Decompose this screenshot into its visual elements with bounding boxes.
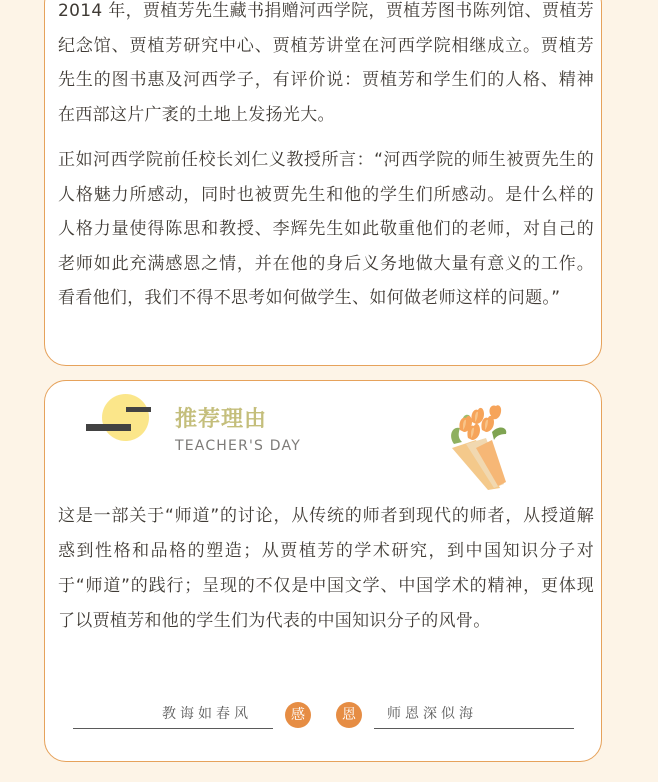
logo-bar-long bbox=[86, 424, 131, 431]
footer-divider-left bbox=[73, 728, 273, 729]
article-paragraph-2: 正如河西学院前任校长刘仁义教授所言：“河西学院的师生被贾先生的人格魅力所感动，同时也被贾先生和他的学生们所感动。是什么样的人格力量使得陈思和教授、李辉先生如此敬重他们的老师，对自己的老师如此充满感恩之情，并在他的身后义务地做大量有意义的工作。看看他们，我们不得不思考如何做学生、如何做老师这样的问题。” bbox=[58, 150, 594, 309]
footer-badge-en: 恩 bbox=[336, 702, 362, 728]
footer-badge-gan: 感 bbox=[285, 702, 311, 728]
footer-divider-right bbox=[374, 728, 574, 729]
section-title: 推荐理由 bbox=[175, 407, 268, 432]
footer-right-text: 师恩深似海 bbox=[387, 706, 477, 722]
section-subtitle: TEACHER'S DAY bbox=[175, 438, 301, 454]
footer-left-text: 教诲如春风 bbox=[162, 706, 252, 722]
tulip-bouquet-icon bbox=[446, 404, 516, 490]
sun-circle bbox=[102, 394, 149, 441]
logo-bar-short bbox=[126, 407, 151, 412]
article-paragraph-1: 2014 年，贾植芳先生藏书捐赠河西学院，贾植芳图书陈列馆、贾植芳纪念馆、贾植芳研究中心、贾植芳讲堂在河西学院相继成立。贾植芳先生的图书惠及河西学子，有评价说：贾植芳和学生们的人格、精神在西部这片广袤的土地上发扬光大。 bbox=[58, 1, 594, 125]
recommend-body: 这是一部关于“师道”的讨论，从传统的师者到现代的师者，从授道解惑到性格和品格的塑造；从贾植芳的学术研究，到中国知识分子对于“师道”的践行；呈现的不仅是中国文学、中国学术的精神，更体现了以贾植芳和他的学生们为代表的中国知识分子的风骨。 bbox=[58, 506, 594, 631]
sun-bars-logo-icon bbox=[86, 392, 156, 442]
